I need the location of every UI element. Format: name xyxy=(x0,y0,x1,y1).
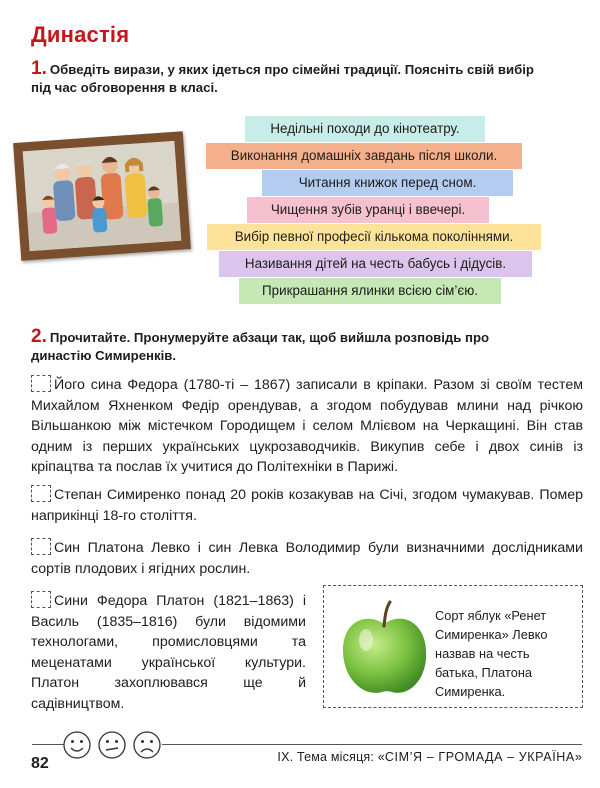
page-title: Династія xyxy=(31,22,130,47)
task-1-text: Обведіть вирази, у яких ідеться про сімейні традиції. Поясніть свій вибір під час обговорення в класі. xyxy=(31,62,534,95)
task-2-text: Прочитайте. Пронумеруйте абзаци так, щоб вийшла розповідь про династію Симиренків. xyxy=(31,330,490,363)
green-apple-icon xyxy=(338,600,430,698)
footer-divider xyxy=(162,744,582,745)
number-input-box[interactable] xyxy=(31,538,51,555)
paragraph-block xyxy=(31,591,306,714)
family-photo-icon xyxy=(23,141,182,251)
phrase-item[interactable]: Вибір певної професії кількома поколіннями. xyxy=(207,224,541,250)
paragraph-text: Сини Федора Платон (1821–1863) і Василь (1835–1816) були відомими технологами, промисловцями та меценатами української культури. Платон захоплювався ще й садівництвом. xyxy=(31,593,306,712)
phrase-item[interactable]: Прикрашання ялинки всією сім’єю. xyxy=(239,278,501,304)
phrase-item[interactable]: Називання дітей на честь бабусь і дідусів. xyxy=(219,251,532,277)
paragraph-block xyxy=(31,375,583,478)
phrase-item[interactable]: Читання книжок перед сном. xyxy=(262,170,513,196)
footer-prefix: ІХ. Тема місяця: « xyxy=(277,750,385,764)
happy-face-icon[interactable] xyxy=(64,732,90,758)
number-input-box[interactable] xyxy=(31,375,51,392)
footer-theme xyxy=(277,750,582,764)
footer-divider xyxy=(32,744,64,745)
paragraph-block xyxy=(31,538,583,579)
paragraph-text: Син Платона Левко і син Левка Володимир були визначними дослідниками сортів плодових і ягідних рослин. xyxy=(31,540,583,577)
footer-theme-name: СІМ’Я – ГРОМАДА – УКРАЇНА xyxy=(384,750,575,764)
self-assessment-faces xyxy=(62,730,162,760)
number-input-box[interactable] xyxy=(31,591,51,608)
task-1-instruction xyxy=(31,60,551,97)
task-2-instruction xyxy=(31,328,551,365)
neutral-face-icon[interactable] xyxy=(99,732,125,758)
apple-info-card xyxy=(323,585,583,708)
paragraph-text: Степан Симиренко понад 20 років козакував на Січі, згодом чумакував. Помер наприкінці 18-го століття. xyxy=(31,487,583,524)
phrase-item[interactable]: Виконання домашніх завдань після школи. xyxy=(206,143,522,169)
phrase-item[interactable]: Чищення зубів уранці і ввечері. xyxy=(247,197,489,223)
phrase-item[interactable]: Недільні походи до кінотеатру. xyxy=(245,116,485,142)
page-number: 82 xyxy=(31,755,49,772)
footer-suffix: » xyxy=(574,750,582,764)
sad-face-icon[interactable] xyxy=(134,732,160,758)
family-photo-frame xyxy=(13,131,191,261)
number-input-box[interactable] xyxy=(31,485,51,502)
task-1-number: 1. xyxy=(31,58,47,79)
paragraph-text: Його сина Федора (1780-ті – 1867) записали в кріпаки. Разом зі своїм тестем Михайлом Яхненком Федір орендував, а згодом побудував млини над річкою Вільшанкою між містечком Городищем і селом Млієвом на Черкащині. Він став одним із перших українських цукрозаводчиків. Викупив себе і двох синів із кріпацтва та послав їх учитися до Політехніки в Парижі. xyxy=(31,377,583,475)
task-2-number: 2. xyxy=(31,326,47,347)
apple-caption: Сорт яблук «Ренет Симиренка» Левко назвав на честь батька, Платона Симиренка. xyxy=(435,608,548,699)
paragraph-block xyxy=(31,485,583,526)
